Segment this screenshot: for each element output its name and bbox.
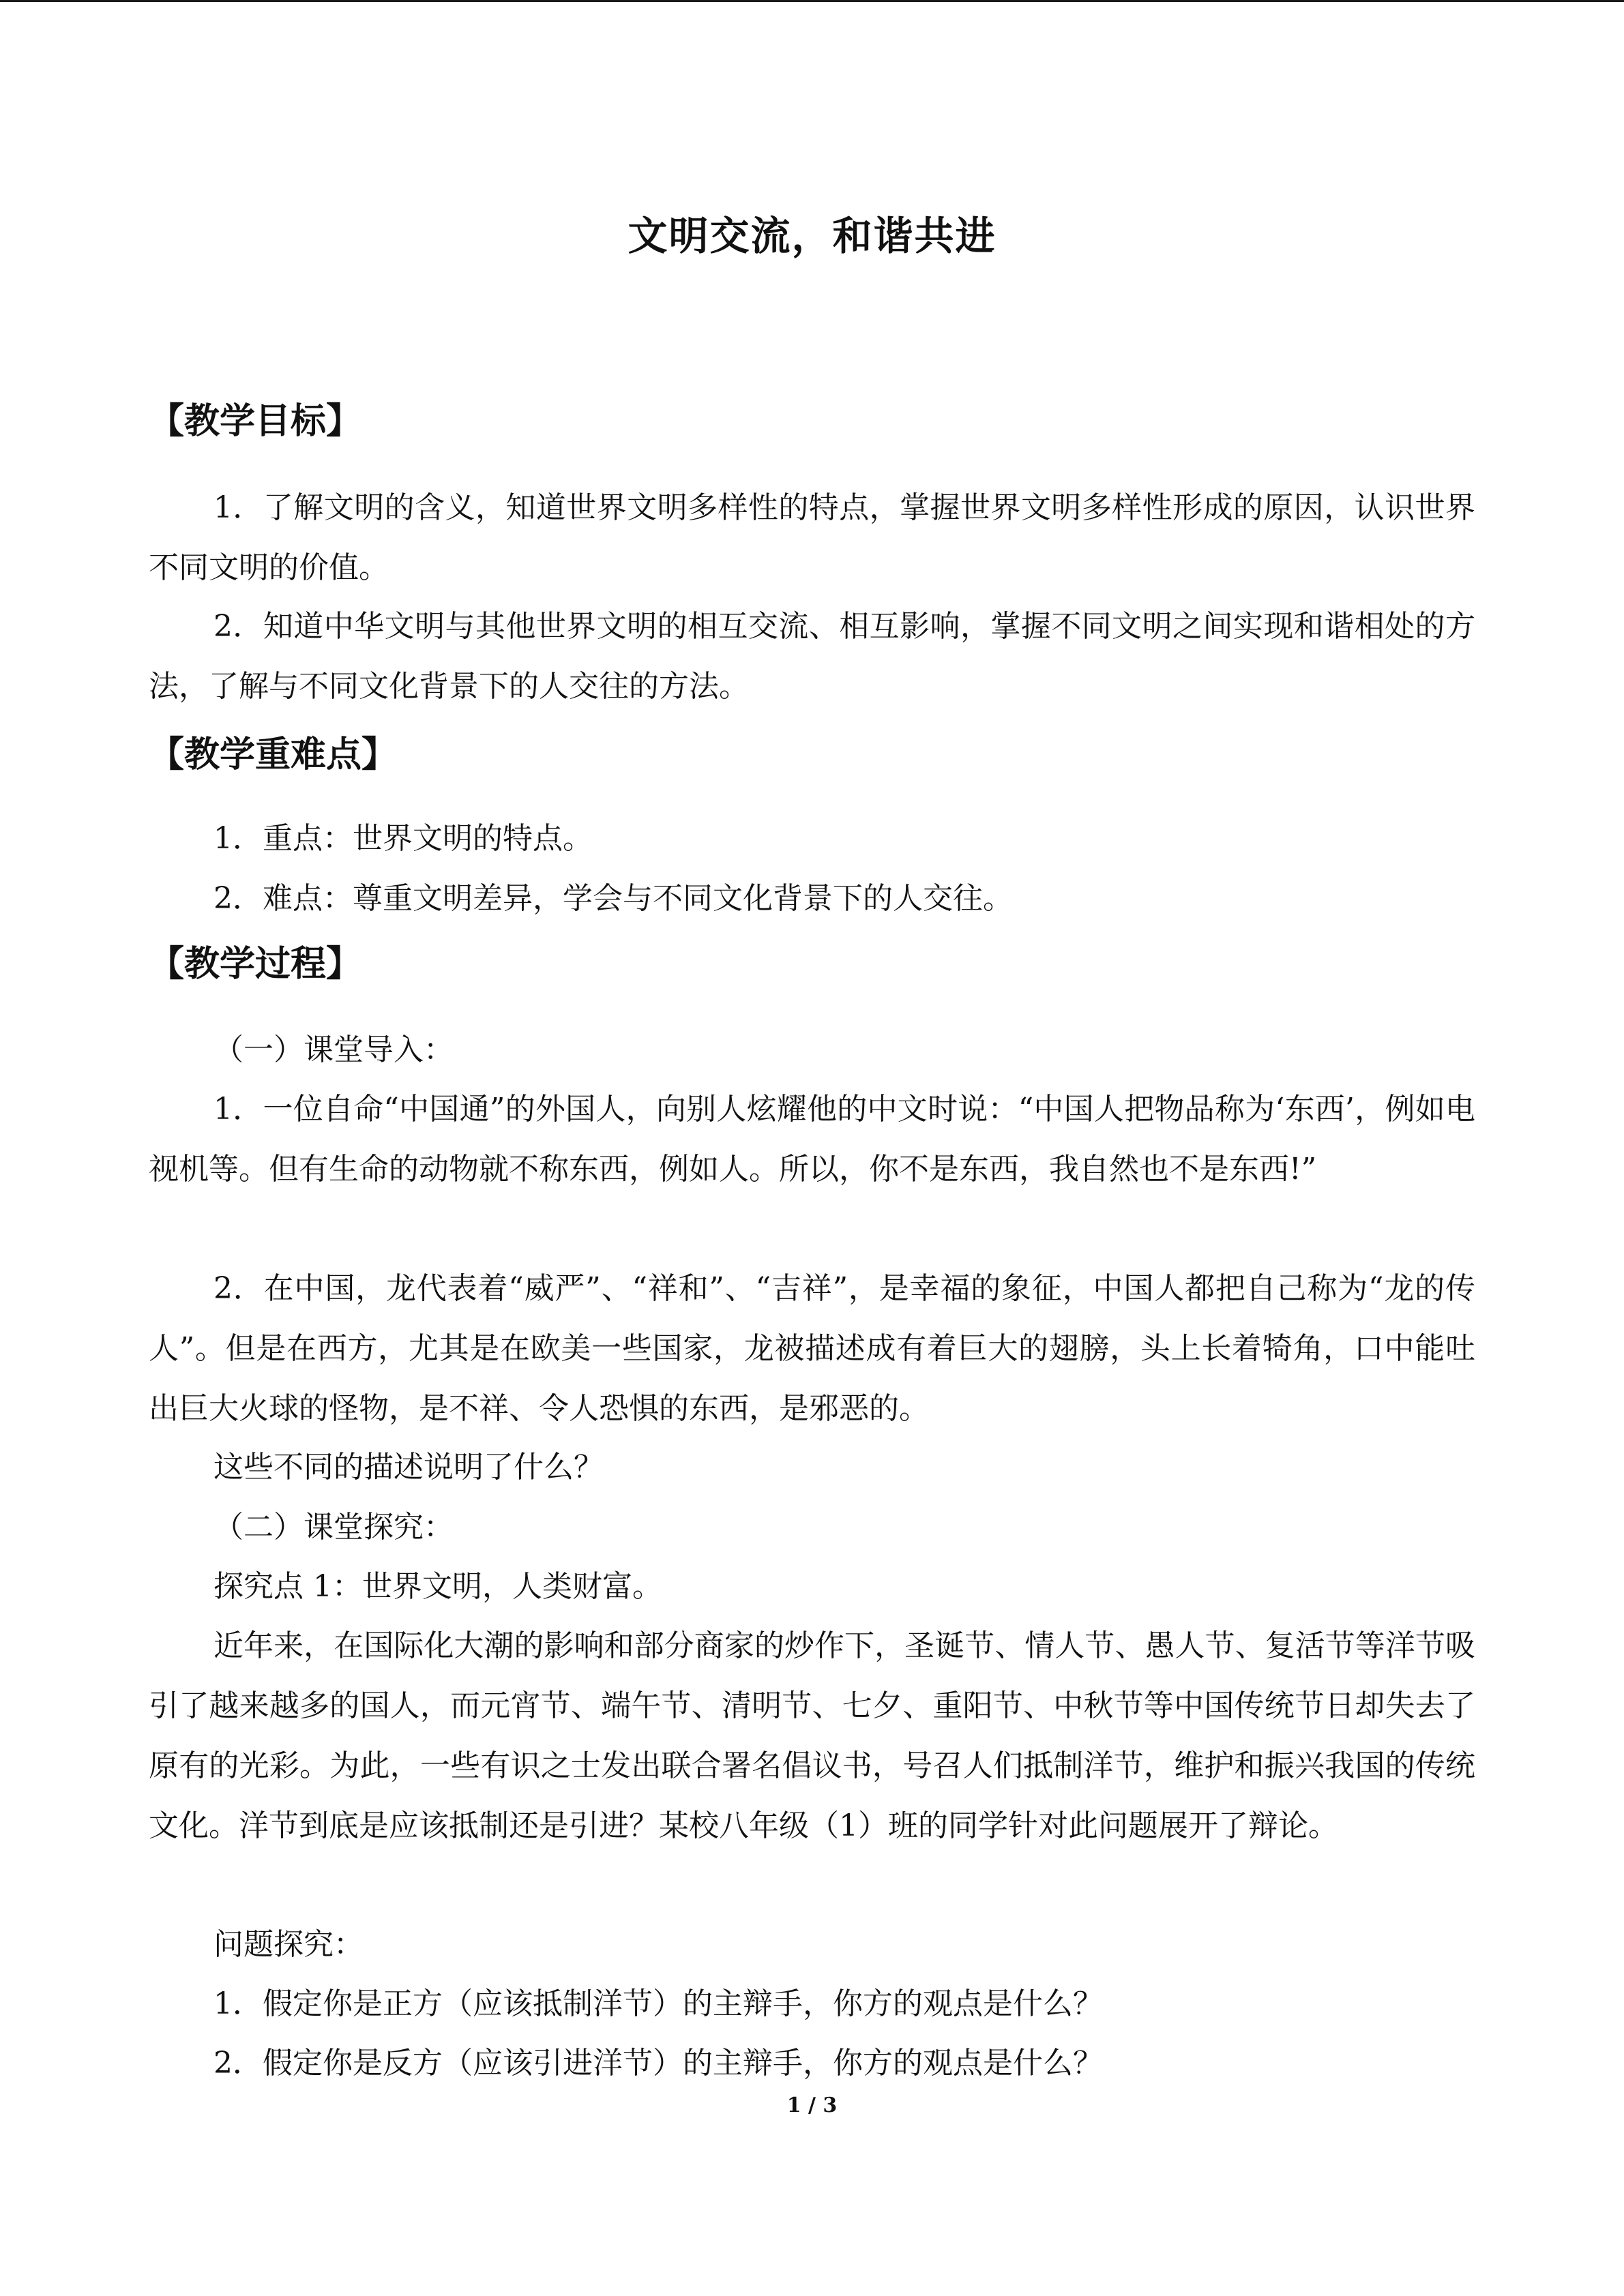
- top-border-line: [0, 0, 1624, 2]
- key-point-item-2: 2．难点：尊重文明差异，学会与不同文化背景下的人交往。: [213, 881, 1013, 916]
- process-item-question: 这些不同的描述说明了什么？: [213, 1450, 604, 1485]
- process-item-explore-label: （二）课堂探究：: [213, 1510, 454, 1545]
- process-item-festival-passage: 近年来，在国际化大潮的影响和部分商家的炒作下，圣诞节、情人节、愚人节、复活节等洋节吸引了越来越多的国人，而元宵节、端午节、清明节、七夕、重阳节、中秋节等中国传统节日却失去了原有的光彩。为此，一些有识之士发出联合署名倡议书，号召人们抵制洋节，维护和振兴我国的传统文化。洋节到底是应该抵制还是引进？某校八年级（1）班的同学针对此问题展开了辩论。: [149, 1628, 1475, 1843]
- process-item-debate-question-1: 1．假定你是正方（应该抵制洋节）的主辩手，你方的观点是什么？: [213, 1986, 1103, 2021]
- section-heading-process: 【教学过程】: [149, 944, 362, 985]
- goal-item-2: 2．知道中华文明与其他世界文明的相互交流、相互影响，掌握不同文明之间实现和谐相处的方法，了解与不同文化背景下的人交往的方法。: [149, 609, 1475, 704]
- process-item-debate-question-2: 2．假定你是反方（应该引进洋节）的主辩手，你方的观点是什么？: [213, 2046, 1103, 2081]
- section-heading-key-points: 【教学重难点】: [149, 734, 398, 775]
- page-number: 1 / 3: [786, 2093, 838, 2117]
- process-item-story-2: 2．在中国，龙代表着“威严”、“祥和”、“吉祥”，是幸福的象征，中国人都把自己称为“龙的传人”。但是在西方，尤其是在欧美一些国家，龙被描述成有着巨大的翅膀，头上长着犄角，口中能吐出巨大火球的怪物，是不祥、令人恐惧的东西，是邪恶的。: [149, 1271, 1475, 1426]
- section-heading-goals: 【教学目标】: [149, 401, 362, 442]
- process-item-story-1: 1．一位自命“中国通”的外国人，向别人炫耀他的中文时说：“中国人把物品称为‘东西’，例如电视机等。但有生命的动物就不称东西，例如人。所以，你不是东西，我自然也不是东西!”: [149, 1092, 1475, 1187]
- document-title: 文明交流，和谐共进: [628, 213, 996, 259]
- process-item-explore-point-1: 探究点 1：世界文明，人类财富。: [213, 1569, 662, 1604]
- process-item-question-label: 问题探究：: [213, 1927, 364, 1962]
- key-point-item-1: 1．重点：世界文明的特点。: [213, 821, 593, 856]
- goal-item-1: 1．了解文明的含义，知道世界文明多样性的特点，掌握世界文明多样性形成的原因，认识世界不同文明的价值。: [149, 490, 1475, 585]
- process-item-intro-label: （一）课堂导入：: [213, 1032, 454, 1067]
